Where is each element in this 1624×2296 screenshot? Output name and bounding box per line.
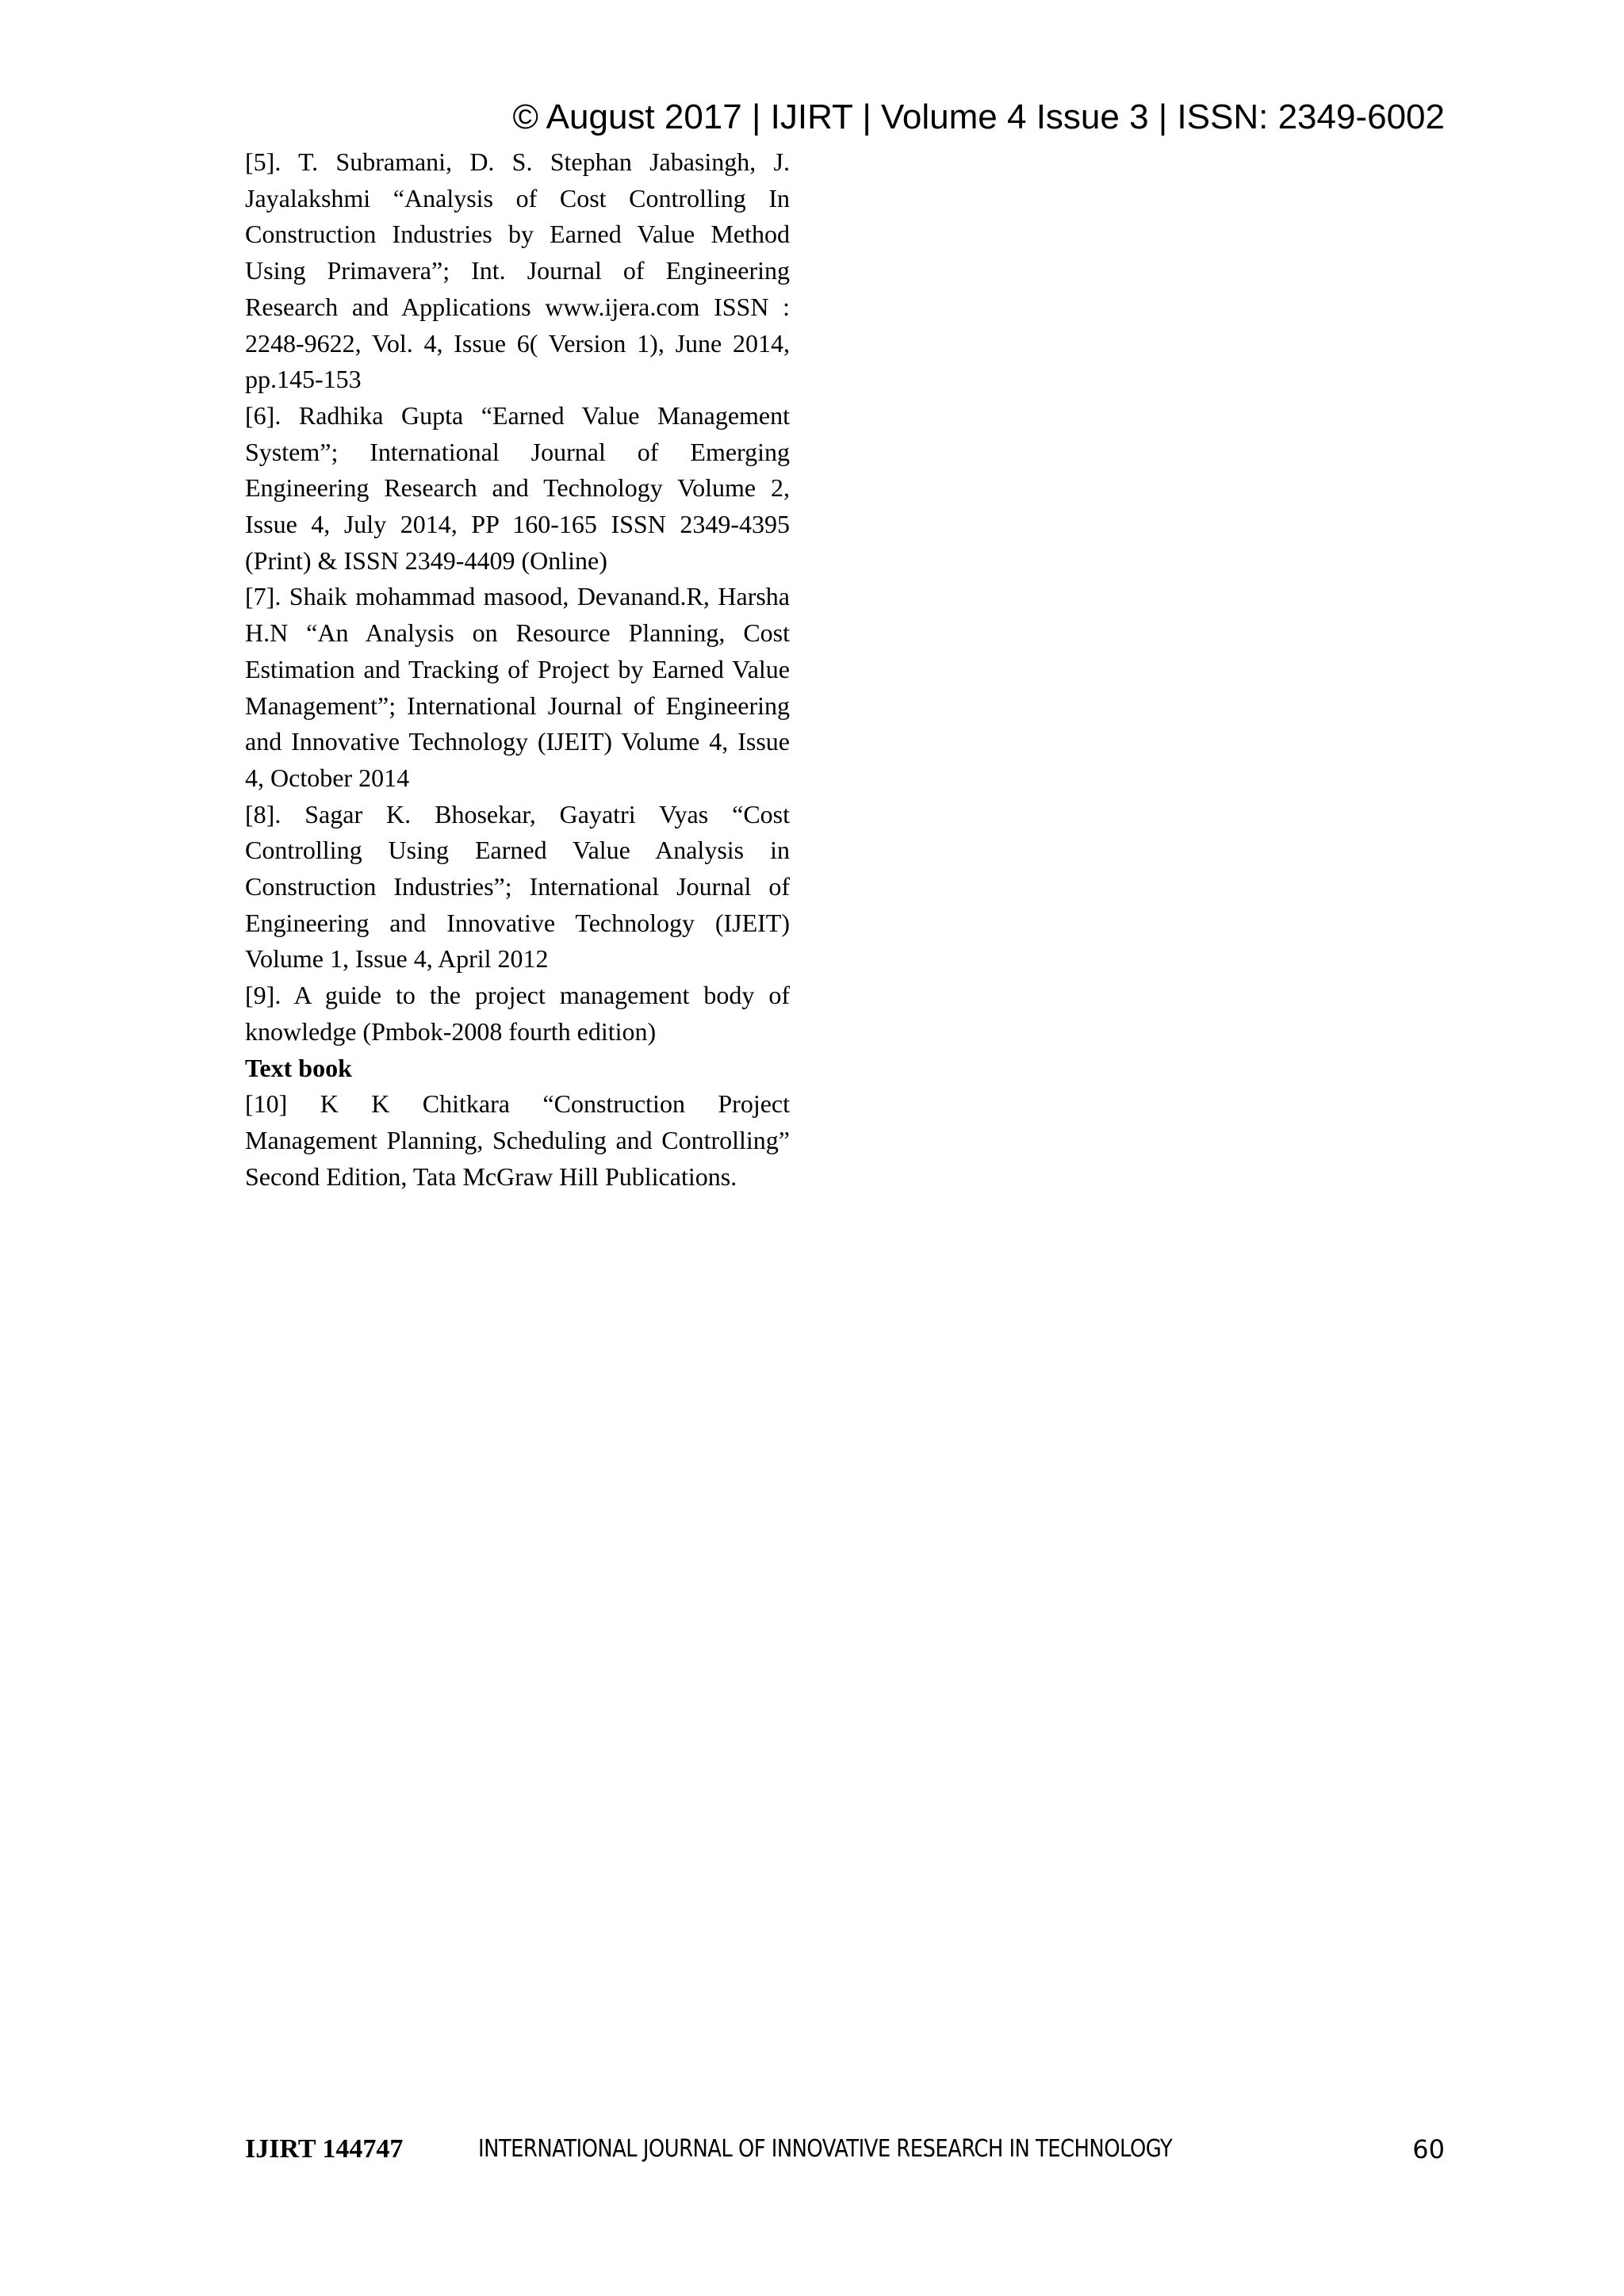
reference-entry-7: [7]. Shaik mohammad masood, Devanand.R, Harsha H.N “An Analysis on Resource Planning, Cost Estimation and Tracking of Project by Earned Value Management”; International Journal of Engineering and Innovative Technology (IJEIT) Volume 4, Issue 4, October 2014 [245,582,790,792]
footer-page-number: 60 [1412,2134,1445,2164]
reference-entry-9: [9]. A guide to the project management body of knowledge (Pmbok-2008 fourth edition) [245,981,790,1046]
footer-journal-name: INTERNATIONAL JOURNAL OF INNOVATIVE RESEARCH IN TECHNOLOGY [478,2135,1173,2163]
textbook-heading: Text book [245,1053,352,1082]
reference-entry-5: [5]. T. Subramani, D. S. Stephan Jabasingh, J. Jayalakshmi “Analysis of Cost Controlling In Construction Industries by Earned Value Method Using Primavera”; Int. Journal of Engineering Research and Applications www.ijera.com ISSN : 2248-9622, Vol. 4, Issue 6( Version 1), June 2014, pp.145-153 [245,147,790,394]
footer-paper-id: IJIRT 144747 [245,2134,404,2164]
running-header: © August 2017 | IJIRT | Volume 4 Issue 3 | ISSN: 2349-6002 [512,98,1445,136]
page-footer [245,2130,1445,2169]
reference-entry-8: [8]. Sagar K. Bhosekar, Gayatri Vyas “Cost Controlling Using Earned Value Analysis in Construction Industries”; International Journal of Engineering and Innovative Technology (IJEIT) Volume 1, Issue 4, April 2012 [245,799,790,974]
reference-entry-10: [10] K K Chitkara “Construction Project Management Planning, Scheduling and Controlling” Second Edition, Tata McGraw Hill Publications. [245,1089,790,1191]
references-column [245,144,790,1195]
reference-entry-6: [6]. Radhika Gupta “Earned Value Management System”; International Journal of Emerging Engineering Research and Technology Volume 2, Issue 4, July 2014, PP 160-165 ISSN 2349-4395 (Print) & ISSN 2349-4409 (Online) [245,400,790,575]
